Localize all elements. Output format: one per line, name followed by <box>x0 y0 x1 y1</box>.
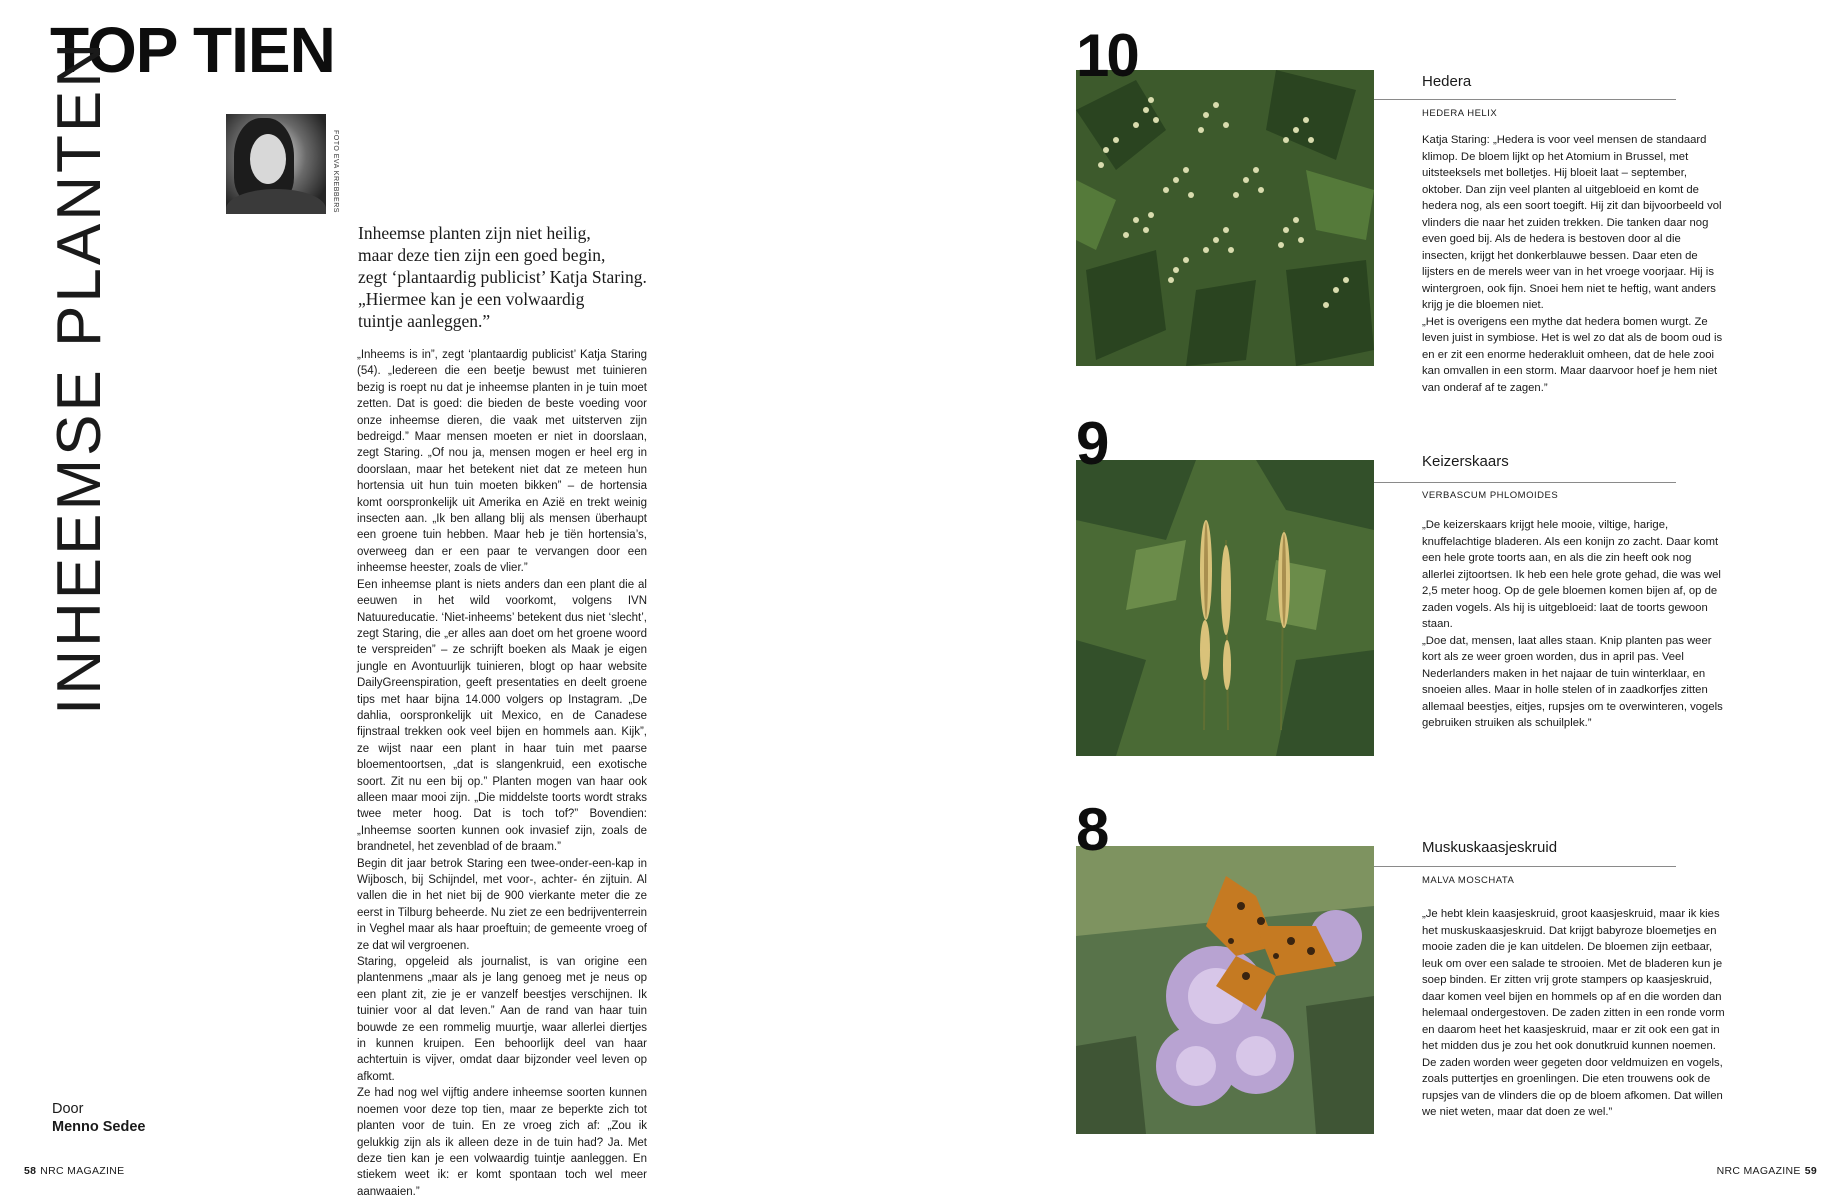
body-paragraph: Staring, opgeleid als journalist, is van origine een plantenmens „maar als je lang genoeg met je neus op een plant zit, zie je er vanzelf beestjes verschijnen. Ik tuinier voor al dat leven.” Aan de rand van haar tuin bouwde ze een rommelig muurtje, waar allerlei diertjes in kunnen kruipen. Een behoorlijk deel van haar achtertuin is vijver, omdat daar bijzonder veel leven op afkomt. <box>357 956 647 1083</box>
page-number: 59 <box>1804 1165 1817 1177</box>
intro-line: „Hiermee kan je een volwaardig <box>358 289 585 309</box>
magazine-name: NRC MAGAZINE <box>1716 1165 1801 1177</box>
page-title: TOP TIEN <box>50 14 335 86</box>
folio-right <box>1717 1165 1821 1177</box>
entry-number: 9 <box>1076 410 1107 477</box>
photo-credit: FOTO EVA KREBBERS <box>332 130 339 213</box>
body-paragraph: Een inheemse plant is niets anders dan een plant die al eeuwen in het wild voorkomt, volgens IVN Natuureducatie. ‘Niet-inheems’ betekent dus niet ‘slecht’, zegt Staring, die „er alles aan doet om het groene woord te verspreiden” – ze schrijft boeken als Maak je eigen jungle en Avontuurlijk tuinieren, blogt op haar website DailyGreenspiration, geeft presentaties en deelt groene tips met haar bijna 14.000 volgers op Instagram. „De dahlia, oorspronkelijk uit Mexico, en de Canadese fijnstraal trekken ook veel bijen en hommels aan. Kijk”, ze wijst naar een plant in haar tuin met paarse bloementoortsen, „dat is slangenkruid, een exotische soort. Zit nu een bij op.” Planten mogen van haar ook alleen maar mooi zijn. „Die middelste toorts wordt straks twee meter hoog. Dat is toch tof?” Bovendien: „Inheemse soorten kunnen ook invasief zijn, zoals de brandnetel, het zevenblad of de braam.” <box>357 578 647 854</box>
hedera-photo <box>1076 70 1374 366</box>
folio-left <box>20 1165 124 1177</box>
body-paragraph: „Inheems is in”, zegt ‘plantaardig publicist’ Katja Staring (54). „Iedereen die een beetje bewust met tuinieren bezig is roept nu dat je inheemse planten in je tuin moet zetten. Dat is goed: die bieden de beste voeding voor onze inheemse dieren, die vaak met uitsterven zijn bedreigd.” Maar mensen moeten er niet in doorslaan, zegt Staring. „Of nou ja, mensen mogen er heel erg in doorslaan, maar het betekent niet dat ze meteen hun hortensia uit hun tuin moeten bikken” – de hortensia komt oorspronkelijk uit Amerika en Azië en trekt weinig insecten aan. „Ik ben allang blij als mensen überhaupt een groene tuin hebben. Maar heb je tiën hortensia’s, overweeg dan er een paar te vervangen door een inheemse heester, zoals de vlier.” <box>357 349 647 575</box>
latin-name: VERBASCUM PHLOMOIDES <box>1422 490 1559 501</box>
intro-line: maar deze tien zijn een goed begin, <box>358 245 606 265</box>
magazine-name: NRC MAGAZINE <box>40 1165 125 1177</box>
vertical-section-title: INHEEMSE PLANTEN <box>45 39 114 715</box>
body-paragraph: Ze had nog wel vijftig andere inheemse soorten kunnen noemen voor deze top tien, maar ze beperkte zich tot planten voor de tuin. En ze vroeg zich af: „Zou ik gelukkig zijn als ik alleen deze in de tuin had? Ja. Met deze tien kan je een volwaardig tuintje aanleggen. En stiekem weet ik: er komt spontaan toch wel meer aanwaaien.” <box>357 1087 647 1198</box>
muskuskaasjeskruid-photo <box>1076 846 1374 1142</box>
entry-text <box>1422 132 1727 396</box>
entry-paragraph: „Je hebt klein kaasjeskruid, groot kaasjeskruid, maar ik kies het muskuskaasjeskruid. Dat krijgt babyroze bloemetjes en mooie zaden die je kan uitdelen. De bloemen zijn eetbaar, leuk om over een salade te strooien. Met de bladeren kun je soep binden. Er zitten vrij grote stampers op kaasjeskruid, daar komen veel bijen en hommels op af en die worden dan helemaal ondergestoven. De zaden zitten in een ronde vorm en daarom heet het kaasjeskruid, maar er zit ook een gat in het midden dus je zou het ook donutkruid kunnen noemen. De zaden worden weer gegeten door veldmuizen en vogels, zoals puttertjes en groenlingen. Die eten trouwens ook de rupsjes van de vlinders die op de bloem afkomen. Dat willen we niet weten, maar dat doen ze wel.” <box>1422 908 1725 1118</box>
entry-paragraph: Katja Staring: „Hedera is voor veel mensen de standaard klimop. De bloem lijkt op het Atomium in Brussel, met uitsteeksels met bolletjes. Hij bloeit laat – september, oktober. Dan zijn veel planten al uitgebloeid en komt de hedera nog, als een soort toegift. Hij zit dan bijvoorbeeld vol vlinders die naar het zuiden trekken. Die tanken daar nog even goed bij. Als de hedera is bestoven door al die insecten, krijgt het donkerblauwe bessen. Daar eten de lijsters en de merels weer van in het vroege voorjaar. Hij is wintergroen, ook fijn. Snoei hem niet te heftig, want anders krijg je die bloemen niet. <box>1422 134 1722 311</box>
divider <box>1374 99 1676 100</box>
keizerskaars-photo <box>1076 460 1374 756</box>
plant-name: Muskuskaasjeskruid <box>1422 839 1558 856</box>
plant-name: Hedera <box>1422 73 1472 90</box>
intro-line: tuintje aanleggen.” <box>358 311 491 331</box>
byline-prefix: Door <box>52 1101 84 1117</box>
divider <box>1374 482 1676 483</box>
entry-number: 8 <box>1076 796 1107 863</box>
intro-line: zegt ‘plantaardig publicist’ Katja Staring. <box>358 267 647 287</box>
latin-name: HEDERA HELIX <box>1422 108 1498 119</box>
divider <box>1374 866 1676 867</box>
latin-name: MALVA MOSCHATA <box>1422 875 1515 886</box>
entry-paragraph: „Het is overigens een mythe dat hedera bomen wurgt. Ze leven juist in symbiose. Het is wel zo dat als de boom oud is en er zit een enorme hederakluit omheen, dat de hele zooi kan omvallen in een storm. Maar daarvoor hoef je hem niet van onderaf af te zagen.” <box>1422 315 1723 394</box>
author-name: Menno Sedee <box>52 1119 146 1135</box>
entry-text <box>1422 906 1727 1121</box>
body-paragraph: Begin dit jaar betrok Staring een twee-onder-een-kap in Wijbosch, bij Schijndel, met voor-, achter- én zijtuin. Al vallen die in het niet bij de 900 vierkante meter die ze eerst in Tilburg beheerde. Nu ziet ze een bedrijventerrein in Veghel maar als haar proeftuin; de gemeente vroeg of ze dat wil vergroenen. <box>357 857 647 952</box>
page-number: 58 <box>24 1165 37 1177</box>
intro-lead <box>358 222 658 332</box>
entry-paragraph: „Doe dat, mensen, laat alles staan. Knip planten pas weer kort als ze weer groen worden, dus in april pas. Veel Nederlanders maken in het najaar de tuin winterklaar, en snoeien alles. Maar in holle stelen of in zaadkorfjes zitten allemaal beestjes, eitjes, rupsjes om te overwinteren, vogels gebruiken struiken als schuilplek.” <box>1422 634 1723 729</box>
plant-name: Keizerskaars <box>1422 453 1509 470</box>
entry-paragraph: „De keizerskaars krijgt hele mooie, viltige, harige, knuffelachtige bladeren. Als een konijn zo zacht. Daar komt een hele grote toorts aan, en als die zin heeft ook nog allerlei zijtoortsen. Ik heb een hele grote gehad, die was wel 2,5 meter hoog. Op de gele bloemen komen bijen af, op de zaden vogels. Als hij is uitgebloeid: laat de toorts gewoon staan. <box>1422 519 1721 630</box>
article-body <box>357 347 647 1200</box>
byline <box>52 1100 145 1136</box>
intro-line: Inheemse planten zijn niet heilig, <box>358 223 591 243</box>
entry-number: 10 <box>1076 22 1137 89</box>
entry-text <box>1422 517 1727 732</box>
author-portrait <box>226 114 326 214</box>
